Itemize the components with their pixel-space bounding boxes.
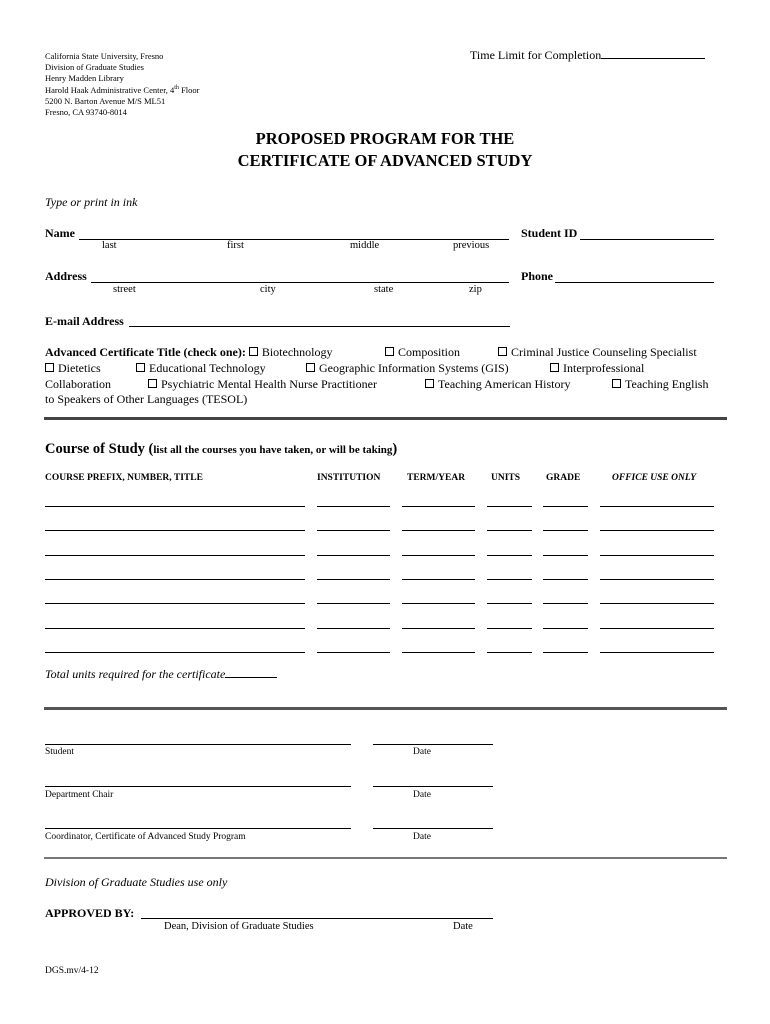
- title-line-2: CERTIFICATE OF ADVANCED STUDY: [237, 151, 533, 170]
- section-divider: [44, 857, 727, 859]
- email-input[interactable]: [129, 326, 510, 327]
- table-row-cell[interactable]: [317, 628, 390, 629]
- course-heading-sub: list all the courses you have taken, or will be taking: [153, 444, 393, 456]
- table-row-cell[interactable]: [600, 530, 714, 531]
- table-row-cell[interactable]: [317, 603, 390, 604]
- table-row-cell[interactable]: [317, 555, 390, 556]
- time-limit-input[interactable]: [601, 58, 705, 59]
- checkbox-label: Composition: [398, 345, 461, 359]
- table-row-cell[interactable]: [600, 555, 714, 556]
- table-row-cell[interactable]: [600, 652, 714, 653]
- coordinator-date-label: Date: [413, 832, 431, 842]
- checkbox-option[interactable]: [550, 360, 644, 376]
- checkbox-option[interactable]: [249, 345, 333, 359]
- table-row-cell[interactable]: [600, 506, 714, 507]
- col-term: TERM/YEAR: [407, 473, 466, 483]
- table-row-cell[interactable]: [402, 530, 475, 531]
- table-row-cell[interactable]: [45, 530, 305, 531]
- checkbox-icon: [425, 379, 434, 388]
- table-row-cell[interactable]: [402, 555, 475, 556]
- table-row-cell[interactable]: [402, 579, 475, 580]
- coordinator-signature-line[interactable]: [45, 828, 351, 829]
- total-units-field: [45, 667, 277, 682]
- address-sub-street: street: [113, 284, 136, 295]
- certificate-continuation: Collaboration: [45, 377, 111, 391]
- page-title: [0, 128, 770, 172]
- chair-date-label: Date: [413, 790, 431, 800]
- table-row-cell[interactable]: [317, 652, 390, 653]
- address-sub-city: city: [260, 284, 276, 295]
- address-line-text: Harold Haak Administrative Center, 4: [45, 85, 175, 96]
- chair-date-line[interactable]: [373, 786, 493, 787]
- student-id-input[interactable]: [580, 239, 714, 240]
- checkbox-icon: [498, 347, 507, 356]
- address-line: Henry Madden Library: [45, 72, 124, 83]
- table-row-cell[interactable]: [487, 506, 532, 507]
- time-limit-label: Time Limit for Completion: [470, 48, 602, 62]
- col-office-use: OFFICE USE ONLY: [612, 473, 697, 483]
- checkbox-icon: [148, 379, 157, 388]
- table-row-cell[interactable]: [317, 530, 390, 531]
- student-date-label: Date: [413, 747, 431, 757]
- title-line-1: PROPOSED PROGRAM FOR THE: [255, 129, 515, 148]
- certificate-row-1: [45, 344, 333, 360]
- table-row-cell[interactable]: [487, 652, 532, 653]
- table-row-cell[interactable]: [543, 555, 588, 556]
- table-row-cell[interactable]: [600, 579, 714, 580]
- student-id-label: Student ID: [521, 226, 578, 240]
- checkbox-icon: [306, 363, 315, 372]
- phone-input[interactable]: [555, 282, 714, 283]
- address-sub-zip: zip: [469, 284, 482, 295]
- checkbox-option[interactable]: [136, 360, 266, 376]
- address-line: Fresno, CA 93740-8014: [45, 106, 127, 117]
- checkbox-label: Criminal Justice Counseling Specialist: [511, 345, 697, 359]
- checkbox-label: Psychiatric Mental Health Nurse Practitioner: [161, 377, 377, 391]
- floor-text: Floor: [178, 85, 200, 96]
- student-signature-line[interactable]: [45, 744, 351, 745]
- table-row-cell[interactable]: [487, 603, 532, 604]
- table-row-cell[interactable]: [543, 579, 588, 580]
- approved-by-line[interactable]: [141, 918, 493, 919]
- coordinator-signature-label: Coordinator, Certificate of Advanced Study Program: [45, 832, 246, 842]
- name-sub-middle: middle: [350, 240, 380, 251]
- instructions: Type or print in ink: [45, 195, 138, 209]
- table-row-cell[interactable]: [402, 506, 475, 507]
- name-label: Name: [45, 226, 75, 240]
- phone-label: Phone: [521, 269, 554, 283]
- col-course: COURSE PREFIX, NUMBER, TITLE: [45, 473, 203, 483]
- chair-signature-line[interactable]: [45, 786, 351, 787]
- time-limit-field: [470, 48, 705, 63]
- checkbox-icon: [550, 363, 559, 372]
- student-signature-label: Student: [45, 747, 75, 757]
- table-row-cell[interactable]: [487, 579, 532, 580]
- university-address: [45, 51, 199, 118]
- dean-date-label: Date: [453, 921, 473, 932]
- table-row-cell[interactable]: [543, 530, 588, 531]
- checkbox-label: Educational Technology: [149, 361, 266, 375]
- checkbox-label: Teaching American History: [438, 377, 571, 391]
- floor-superscript: th: [174, 85, 179, 92]
- table-row-cell[interactable]: [45, 555, 305, 556]
- checkbox-icon: [136, 363, 145, 372]
- address-input[interactable]: [91, 282, 509, 283]
- name-sub-first: first: [227, 240, 244, 251]
- checkbox-option[interactable]: [45, 360, 101, 376]
- certificate-label: Advanced Certificate Title (check one):: [45, 345, 246, 359]
- course-heading-text: Course of Study (: [45, 441, 154, 457]
- checkbox-icon: [385, 347, 394, 356]
- col-grade: GRADE: [546, 473, 581, 483]
- address-line: Division of Graduate Studies: [45, 61, 144, 72]
- checkbox-icon: [249, 347, 258, 356]
- certificate-continuation: to Speakers of Other Languages (TESOL): [45, 392, 248, 406]
- table-row-cell[interactable]: [317, 506, 390, 507]
- table-row-cell[interactable]: [402, 628, 475, 629]
- address-sub-state: state: [374, 284, 394, 295]
- table-row-cell[interactable]: [600, 603, 714, 604]
- address-line: California State University, Fresno: [45, 51, 164, 61]
- table-row-cell[interactable]: [600, 628, 714, 629]
- address-label: Address: [45, 269, 87, 283]
- course-heading-close: ): [392, 441, 398, 457]
- student-date-line[interactable]: [373, 744, 493, 745]
- checkbox-label: Geographic Information Systems (GIS): [319, 361, 509, 375]
- checkbox-option[interactable]: [612, 376, 708, 392]
- email-label: E-mail Address: [45, 314, 124, 328]
- name-sub-previous: previous: [453, 240, 490, 251]
- checkbox-label: Dietetics: [58, 361, 101, 375]
- table-row-cell[interactable]: [317, 579, 390, 580]
- address-line: 5200 N. Barton Avenue M/S ML51: [45, 96, 166, 107]
- col-institution: INSTITUTION: [317, 473, 381, 483]
- table-row-cell[interactable]: [402, 603, 475, 604]
- table-row-cell[interactable]: [543, 506, 588, 507]
- table-row-cell[interactable]: [402, 652, 475, 653]
- form-number: DGS.mv/4-12: [45, 966, 99, 976]
- table-row-cell[interactable]: [487, 555, 532, 556]
- table-row-cell[interactable]: [45, 603, 305, 604]
- checkbox-option[interactable]: [425, 376, 570, 392]
- total-units-label: Total units required for the certificate: [45, 667, 226, 681]
- table-row-cell[interactable]: [45, 652, 305, 653]
- checkbox-option[interactable]: [385, 344, 460, 360]
- table-row-cell[interactable]: [543, 603, 588, 604]
- checkbox-label: Biotechnology: [261, 345, 333, 359]
- chair-signature-label: Department Chair: [45, 790, 114, 800]
- checkbox-option[interactable]: [148, 376, 377, 392]
- coordinator-date-line[interactable]: [373, 828, 493, 829]
- col-units: UNITS: [491, 473, 521, 483]
- checkbox-option[interactable]: [306, 360, 509, 376]
- checkbox-icon: [612, 379, 621, 388]
- office-use-heading: Division of Graduate Studies use only: [45, 875, 228, 889]
- table-row-cell[interactable]: [543, 652, 588, 653]
- approved-by-label: APPROVED BY:: [45, 906, 135, 920]
- course-section-heading: [45, 440, 397, 458]
- section-divider: [44, 417, 727, 420]
- checkbox-icon: [45, 363, 54, 372]
- table-row-cell[interactable]: [45, 579, 305, 580]
- table-row-cell[interactable]: [487, 628, 532, 629]
- name-sub-last: last: [102, 240, 117, 251]
- checkbox-label: Teaching English: [625, 377, 709, 391]
- table-row-cell[interactable]: [543, 628, 588, 629]
- checkbox-option[interactable]: [498, 344, 697, 360]
- checkbox-label: Interprofessional: [563, 361, 645, 375]
- section-divider: [44, 707, 727, 710]
- name-input[interactable]: [79, 239, 509, 240]
- table-row-cell[interactable]: [45, 506, 305, 507]
- table-row-cell[interactable]: [487, 530, 532, 531]
- table-row-cell[interactable]: [45, 628, 305, 629]
- dean-label: Dean, Division of Graduate Studies: [164, 921, 314, 932]
- total-units-input[interactable]: [225, 677, 277, 678]
- address-line: [45, 83, 199, 96]
